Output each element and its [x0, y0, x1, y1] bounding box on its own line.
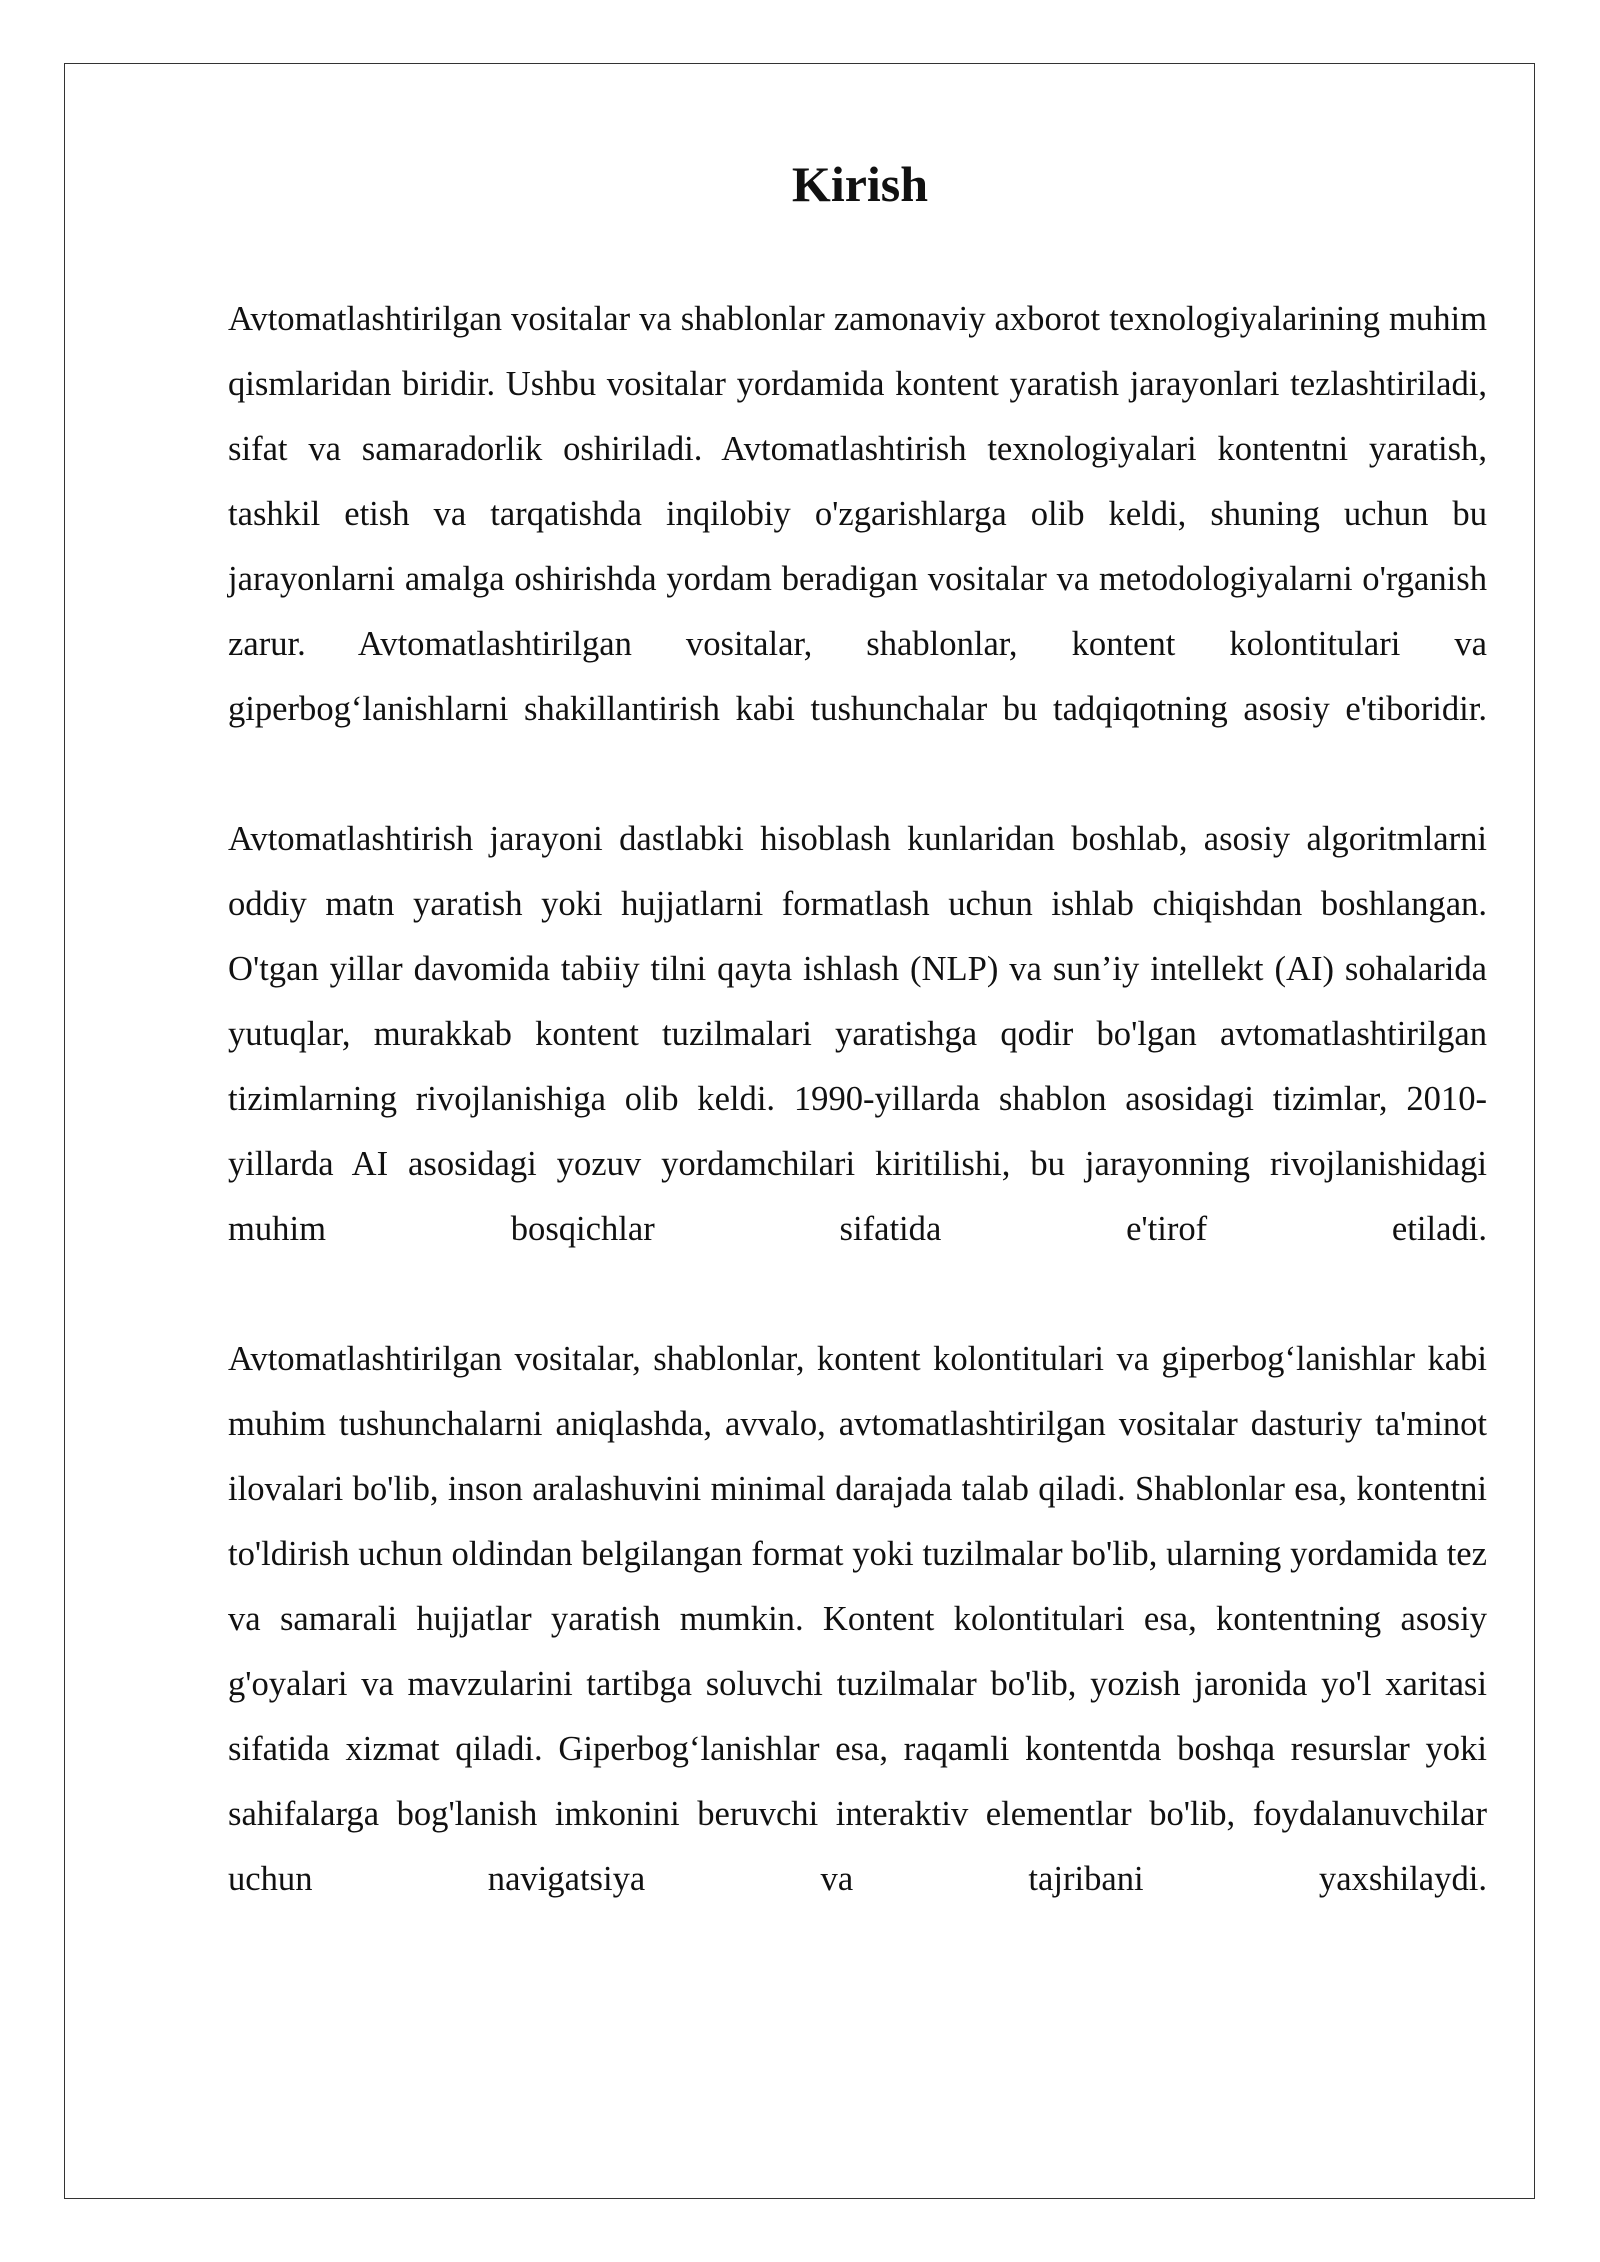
paragraph-1: Avtomatlashtirilgan vositalar va shablonlar zamonaviy axborot texnologiyalarining muhim qismlaridan biridir. Ushbu vositalar yordamida kontent yaratish jarayonlari tezlashtiriladi, sifat va samaradorlik oshiriladi. Avtomatlashtirish texnologiyalari kontentni yaratish, tashkil etish va tarqatishda inqilobiy o'zgarishlarga olib keldi, shuning uchun bu jarayonlarni amalga oshirishda yordam beradigan vositalar va metodologiyalarni o'rganish zarur. Avtomatlashtirilgan vositalar, shablonlar, kontent kolontitulari va giperbog‘lanishlarni shakillantirish kabi tushunchalar bu tadqiqotning asosiy e'tiboridir.: [228, 300, 1487, 728]
document-body: [228, 287, 1487, 1977]
paragraph-2: Avtomatlashtirish jarayoni dastlabki hisoblash kunlaridan boshlab, asosiy algoritmlarni oddiy matn yaratish yoki hujjatlarni formatlash uchun ishlab chiqishdan boshlangan. O'tgan yillar davomida tabiiy tilni qayta ishlash (NLP) va sun’iy intellekt (AI) sohalarida yutuqlar, murakkab kontent tuzilmalari yaratishga qodir bo'lgan avtomatlashtirilgan tizimlarning rivojlanishiga olib keldi. 1990-yillarda shablon asosidagi tizimlar, 2010-yillarda AI asosidagi yozuv yordamchilari kiritilishi, bu jarayonning rivojlanishidagi muhim bosqichlar sifatida e'tirof etiladi.: [228, 820, 1487, 1248]
paragraph-3: Avtomatlashtirilgan vositalar, shablonlar, kontent kolontitulari va giperbog‘lanishlar kabi muhim tushunchalarni aniqlashda, avvalo, avtomatlashtirilgan vositalar dasturiy ta'minot ilovalari bo'lib, inson aralashuvini minimal darajada talab qiladi. Shablonlar esa, kontentni to'ldirish uchun oldindan belgilangan format yoki tuzilmalar bo'lib, ularning yordamida tez va samarali hujjatlar yaratish mumkin. Kontent kolontitulari esa, kontentning asosiy g'oyalari va mavzularini tartibga soluvchi tuzilmalar bo'lib, yozish jaronida yo'l xaritasi sifatida xizmat qiladi. Giperbog‘lanishlar esa, raqamli kontentda boshqa resurslar yoki sahifalarga bog'lanish imkonini beruvchi interaktiv elementlar bo'lib, foydalanuvchilar uchun navigatsiya va tajribani yaxshilaydi.: [228, 1340, 1487, 1898]
document-title: Kirish: [791, 156, 929, 212]
